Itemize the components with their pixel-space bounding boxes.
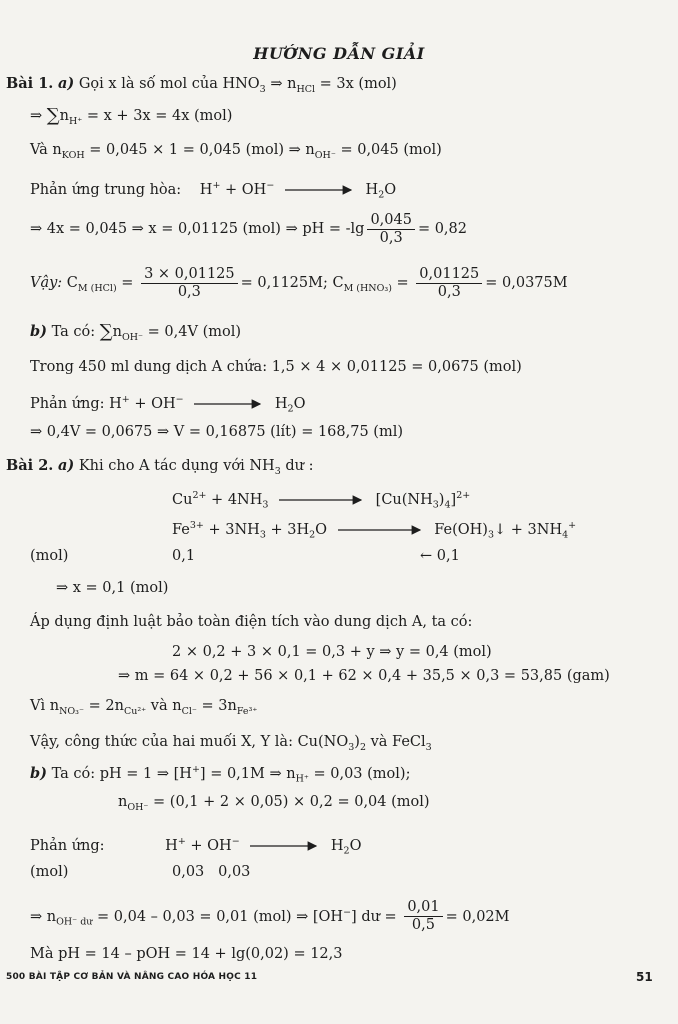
fraction-denominator: 0,5 xyxy=(404,916,442,934)
b1-l1-tail-sub: HCl xyxy=(296,83,316,95)
b2-l7-end: và FeCl xyxy=(366,734,426,750)
b2-r1-mid: + 4NH xyxy=(206,491,263,508)
fraction-denominator: 0,3 xyxy=(416,283,482,301)
b1-l4-water: H xyxy=(365,181,379,198)
b2-r1-right2: ) xyxy=(438,491,445,508)
b1-l4-plus: + xyxy=(220,181,242,198)
b1-l2-n: n xyxy=(59,108,69,124)
b2-l7-sub2: 2 xyxy=(359,741,366,753)
b2-l10-ohsup: − xyxy=(231,836,240,847)
b1-l2-pre: ⇒ xyxy=(30,108,47,124)
b2-mol-val1: 0,1 xyxy=(172,548,196,564)
b2-line-5: ⇒ m = 64 × 0,2 + 56 × 0,1 + 62 × 0,4 + 35,5 × 0,3 = 53,85 (gam) xyxy=(118,668,610,684)
b2-l11-end: = 0,02M xyxy=(445,908,510,925)
reaction-arrow xyxy=(250,841,320,851)
b2-l11-mid2: ] dư = xyxy=(351,908,402,925)
b2-r1-left: Cu xyxy=(172,491,193,508)
b2-reaction-1 xyxy=(172,486,470,516)
b1-l6-csub: M (HCl) xyxy=(77,282,117,294)
fraction xyxy=(404,899,442,934)
b2-r2-rightsub2: 4 xyxy=(562,529,569,541)
b2-l6-pre: Vì n xyxy=(30,698,60,714)
b2-r2-rightsub: 3 xyxy=(487,529,495,541)
fraction-numerator: 0,01 xyxy=(407,899,440,916)
b2-mol-val2: ← 0,1 xyxy=(420,548,460,564)
b2-l8-sub: H⁺ xyxy=(295,773,309,785)
b2-l10-hsup: + xyxy=(177,836,186,847)
b2-l10-water-end: O xyxy=(349,837,362,854)
b2-l10-mid: + OH xyxy=(185,837,232,854)
b2-l8: Ta có: pH = 1 ⇒ [H xyxy=(47,765,192,782)
b2-l10-h: H xyxy=(165,837,178,854)
b2-r1-right3: ] xyxy=(450,491,457,508)
b2-l11-sub: OH⁻ dư xyxy=(56,916,93,928)
b2-l6-mid: = 2n xyxy=(84,698,124,714)
b2-l6-sub2: Cu²⁺ xyxy=(123,705,147,717)
b1-l7-end: = 0,4V (mol) xyxy=(143,324,242,340)
b1-l4-ohsup: − xyxy=(266,180,275,191)
b2-r2-rightsup: + xyxy=(568,520,577,531)
b2-part-b: b) xyxy=(30,764,47,782)
fraction-denominator: 0,3 xyxy=(367,229,415,247)
b2-r2-mid2: + 3H xyxy=(265,521,310,538)
b1-l1-tail: ⇒ n xyxy=(265,76,297,92)
b1-l7: Ta có: xyxy=(47,324,100,340)
b2-l10-pre: Phản ứng: xyxy=(30,837,105,854)
b1-line-9 xyxy=(30,390,305,420)
b2-r2-midsub: 3 xyxy=(259,529,266,541)
b2-l8-end: = 0,03 (mol); xyxy=(308,765,411,782)
b1-l6-end: = 0,0375M xyxy=(485,275,568,291)
sigma-symbol: ∑ xyxy=(46,105,60,126)
b2-r1-rightsup: 2+ xyxy=(456,490,471,501)
b2-l9-n: n xyxy=(118,794,128,810)
b1-l3-end: = 0,045 (mol) xyxy=(335,142,442,158)
b1-l3-sub2: OH⁻ xyxy=(314,149,336,161)
b2-r1-leftsup: 2+ xyxy=(192,490,207,501)
b1-l9-hsup: + xyxy=(121,394,130,405)
b2-l7-sub: 3 xyxy=(348,741,355,753)
b1-l9-water-sub: 2 xyxy=(287,403,294,415)
fraction-numerator: 3 × 0,01125 xyxy=(144,265,235,282)
b2-r2-right2: ↓ + 3NH xyxy=(494,521,563,538)
reaction-arrow xyxy=(285,185,355,195)
b2-l9-end: = (0,1 + 2 × 0,05) × 0,2 = 0,04 (mol) xyxy=(148,794,430,810)
b2-mol-label: (mol) xyxy=(30,548,69,564)
b2-r2-right: Fe(OH) xyxy=(434,521,488,538)
b1-l2-sub: H⁺ xyxy=(68,115,83,127)
fraction-denominator: 0,3 xyxy=(141,283,238,301)
b1-l4-hsup: + xyxy=(212,180,221,191)
b2-line-8 xyxy=(30,760,410,790)
b2-r1-rightsub: 3 xyxy=(432,499,439,511)
b1-l6-vay: Vậy: xyxy=(30,275,63,291)
b2-line-1 xyxy=(6,456,313,482)
b1-l6-eq2: = xyxy=(391,275,414,291)
b2-l11-sup: − xyxy=(343,907,352,918)
b2-l11-pre: ⇒ n xyxy=(30,908,57,925)
b2-line-9 xyxy=(118,792,430,818)
b2-mol2-vals: 0,03 0,03 xyxy=(172,864,251,880)
b1-line-7 xyxy=(30,322,241,348)
b2-r1-right: [Cu(NH xyxy=(375,491,433,508)
b2-l1: Khi cho A tác dụng với NH xyxy=(74,458,275,474)
b1-line-6 xyxy=(30,264,568,308)
b1-line-8: Trong 450 ml dung dịch A chứa: 1,5 × 4 × 0,01125 = 0,0675 (mol) xyxy=(30,359,522,375)
fraction xyxy=(141,266,238,301)
b1-line-4 xyxy=(30,176,396,206)
fraction-numerator: 0,01125 xyxy=(419,265,480,282)
b1-line-3 xyxy=(30,140,442,166)
b2-l6-mid2: và n xyxy=(146,698,182,714)
b2-r2-mid2sub: 2 xyxy=(309,529,316,541)
b1-l6-csub2: M (HNO₃) xyxy=(343,282,392,294)
page-number: 51 xyxy=(636,970,653,984)
b2-l7-mid: ) xyxy=(354,734,360,750)
b2-r2-mid3: O xyxy=(315,521,328,538)
b2-line-10 xyxy=(30,832,361,862)
b2-l1-sub: 3 xyxy=(274,465,281,477)
b2-line-2: ⇒ x = 0,1 (mol) xyxy=(56,580,169,596)
b2-part-a: a) xyxy=(57,457,75,474)
fraction xyxy=(367,212,415,247)
b1-l5-end: = 0,82 xyxy=(417,221,467,237)
b1-l4-oh: OH xyxy=(241,181,267,198)
b1-l9-water: H xyxy=(274,395,288,412)
b2-l1-end: dư : xyxy=(280,458,314,474)
b2-r1-rightsub2: 4 xyxy=(444,499,451,511)
b1-line-5 xyxy=(30,210,467,248)
fraction xyxy=(416,266,482,301)
b1-l4-water-end: O xyxy=(384,181,397,198)
b2-l11-mid: = 0,04 – 0,03 = 0,01 (mol) ⇒ [OH xyxy=(92,908,344,925)
b2-label: Bài 2. xyxy=(6,457,54,474)
b1-label: Bài 1. xyxy=(6,75,54,92)
b2-line-6 xyxy=(30,696,257,722)
b2-r2-left: Fe xyxy=(172,521,190,538)
b2-l6-sub3: Cl⁻ xyxy=(181,705,197,717)
b1-l9-water-end: O xyxy=(293,395,306,412)
b1-l4-h: H xyxy=(199,181,213,198)
b1-l1-sub: 3 xyxy=(259,83,266,95)
b2-l10-water: H xyxy=(330,837,344,854)
b1-l7-sub: OH⁻ xyxy=(121,331,144,343)
b1-line-2 xyxy=(30,106,232,132)
reaction-arrow xyxy=(279,495,365,505)
b2-line-12: Mà pH = 14 – pOH = 14 + lg(0,02) = 12,3 xyxy=(30,946,343,962)
b1-l4-pre: Phản ứng trung hòa: xyxy=(30,181,182,198)
b1-l4-water-sub: 2 xyxy=(378,189,385,201)
b2-reaction-2 xyxy=(172,516,576,546)
b1-l6-mid: = 0,1125M; C xyxy=(240,275,344,291)
b2-r1-midsub: 3 xyxy=(262,499,269,511)
b1-l6-c: C xyxy=(62,275,78,291)
b2-l6-mid3: = 3n xyxy=(196,698,237,714)
book-title-footer: 500 BÀI TẬP CƠ BẢN VÀ NÂNG CAO HÓA HỌC 11 xyxy=(6,972,258,982)
reaction-arrow xyxy=(194,399,264,409)
b2-r2-leftsup: 3+ xyxy=(189,520,204,531)
b1-l7-n: n xyxy=(112,324,122,340)
b2-l8-mid: ] = 0,1M ⇒ n xyxy=(199,765,296,782)
page-heading: HƯỚNG DẪN GIẢI xyxy=(253,44,425,63)
b2-line-11 xyxy=(30,894,510,942)
b1-l3: Và n xyxy=(30,142,62,158)
b2-l8-sup: + xyxy=(191,764,200,775)
b2-l9-sub: OH⁻ xyxy=(127,801,149,813)
b2-r2-mid: + 3NH xyxy=(203,521,260,538)
b2-l6-sub1: NO₃⁻ xyxy=(59,705,84,717)
b2-line-4: 2 × 0,2 + 3 × 0,1 = 0,3 + y ⇒ y = 0,4 (mol) xyxy=(172,644,492,660)
sigma-symbol: ∑ xyxy=(99,321,113,342)
b1-l9-pre: Phản ứng: H xyxy=(30,395,122,412)
b1-l9-mid: + OH xyxy=(129,395,176,412)
b2-mol2-label: (mol) xyxy=(30,864,69,880)
b1-l1-text: Gọi x là số mol của HNO xyxy=(78,76,260,92)
fraction-numerator: 0,045 xyxy=(370,211,412,228)
b1-line-10: ⇒ 0,4V = 0,0675 ⇒ V = 0,16875 (lít) = 168,75 (ml) xyxy=(30,424,403,440)
b2-l6-sub4: Fe³⁺ xyxy=(236,705,258,717)
b2-line-7 xyxy=(30,732,432,758)
b2-line-3: Áp dụng định luật bảo toàn điện tích vào dung dịch A, ta có: xyxy=(30,614,473,630)
b1-part-b: b) xyxy=(30,323,47,340)
b1-line-1 xyxy=(6,74,397,100)
b1-l3-sub: KOH xyxy=(61,149,85,161)
b1-l9-ohsup: − xyxy=(175,394,184,405)
b2-l7-sub3: 3 xyxy=(425,741,432,753)
b1-l1-end: = 3x (mol) xyxy=(315,76,397,92)
reaction-arrow xyxy=(338,525,424,535)
b1-part-a: a) xyxy=(57,75,75,92)
b1-l5-pre: ⇒ 4x = 0,045 ⇒ x = 0,01125 (mol) ⇒ pH = -lg xyxy=(30,221,365,237)
b1-l6-eq: = xyxy=(116,275,139,291)
b2-l7: Vậy, công thức của hai muối X, Y là: Cu(NO xyxy=(30,734,349,750)
b1-l2-end: = x + 3x = 4x (mol) xyxy=(82,108,233,124)
b1-l3-mid: = 0,045 × 1 = 0,045 (mol) ⇒ n xyxy=(84,142,315,158)
b2-l10-water-sub: 2 xyxy=(343,845,350,857)
